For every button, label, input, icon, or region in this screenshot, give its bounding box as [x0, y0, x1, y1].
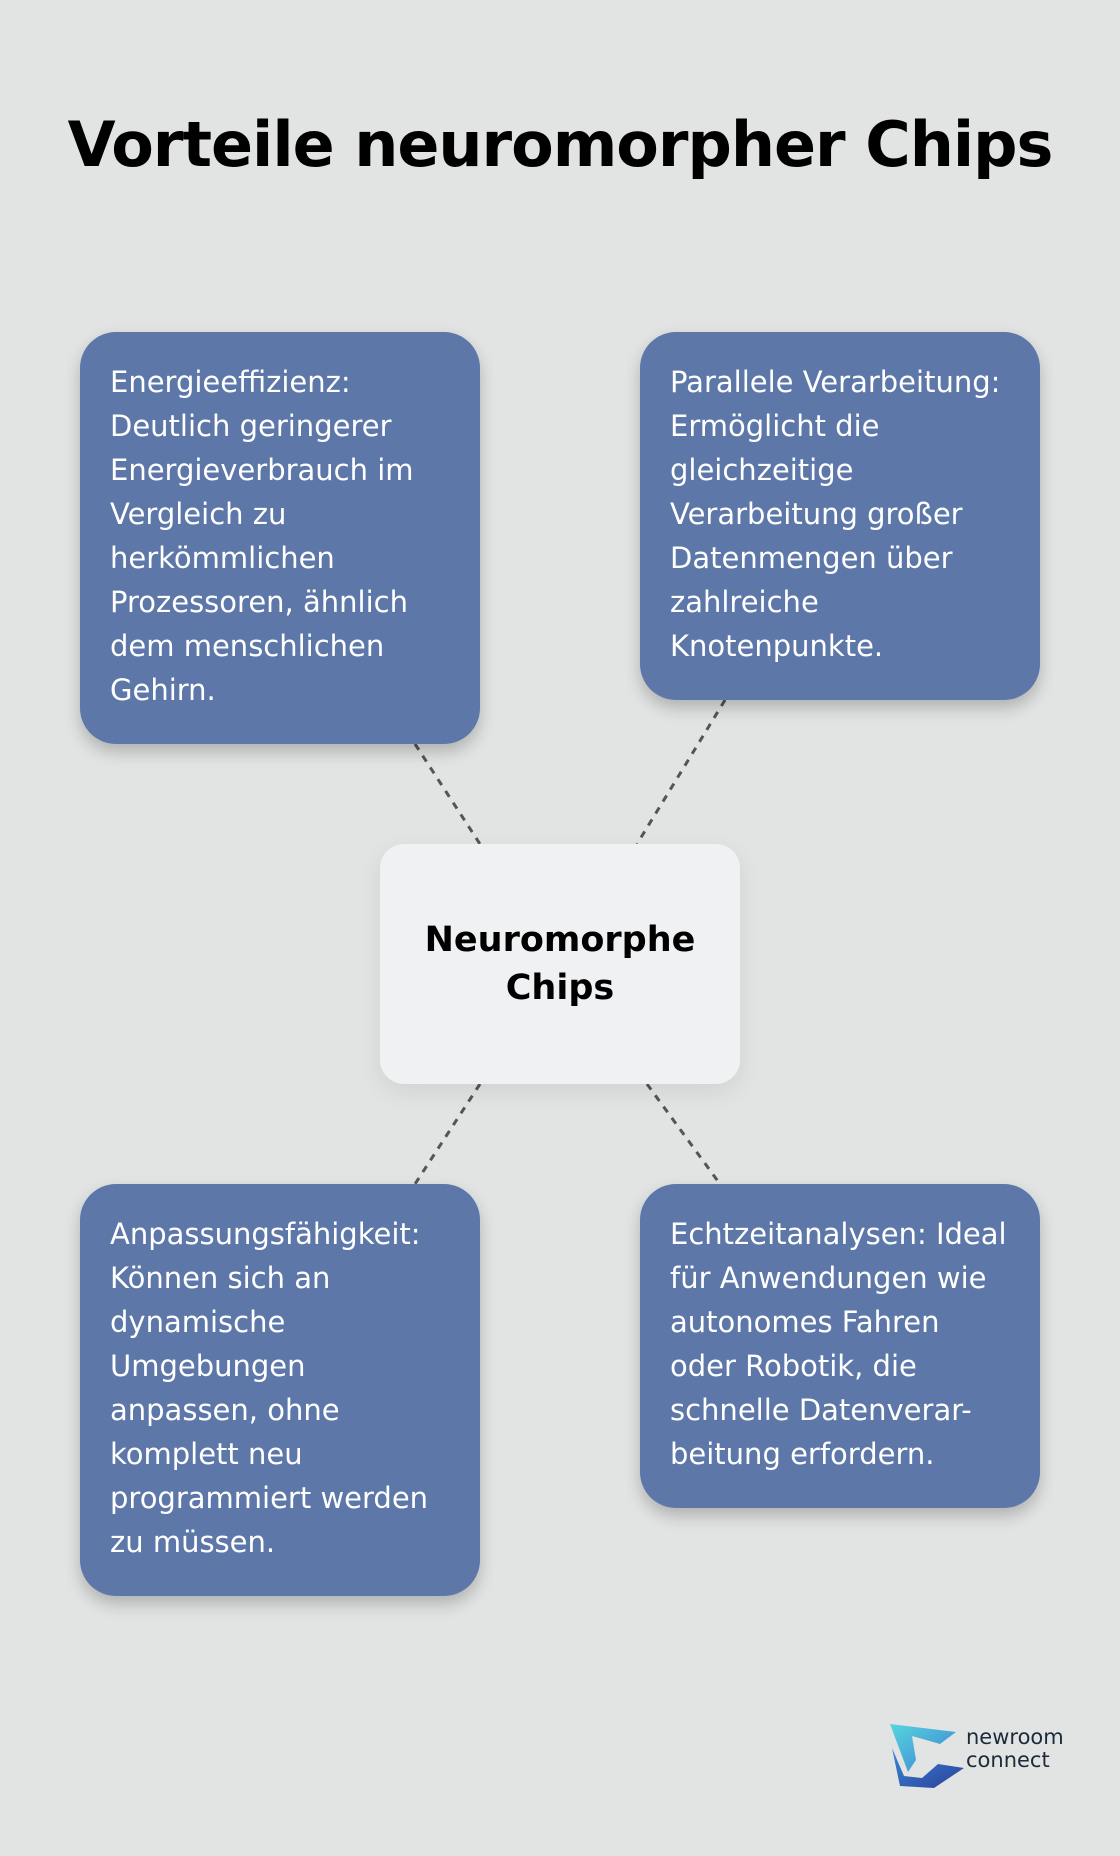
card-parallel-processing-text: Parallele Verarbeitung: Ermöglicht die gleichzeitige Verarbeitung großer Datenmengen über zahlreiche Knotenpunkte.	[670, 365, 1001, 663]
connector-bottom-right	[647, 1084, 720, 1184]
newroom-connect-logo	[886, 1720, 1086, 1792]
newroom-connect-logo-icon	[886, 1720, 966, 1792]
card-adaptability-text: Anpassungsfähigkeit: Können sich an dynamische Umgebungen anpassen, ohne komplett neu programmiert werden zu müssen.	[110, 1217, 429, 1559]
logo-wordmark-line1: newroom	[966, 1725, 1064, 1749]
card-realtime-analysis-text: Echtzeitanalysen: Ideal für Anwendungen wie autonomes Fahren oder Robotik, die schnelle Datenverar-beitung erfordern.	[670, 1217, 1007, 1471]
center-node-label: Neuromorphe Chips	[424, 920, 696, 1008]
logo-wordmark-line2: connect	[966, 1748, 1050, 1772]
page-title: Vorteile neuromorpher Chips	[67, 108, 1053, 181]
card-parallel-processing	[640, 332, 1040, 700]
center-node	[380, 844, 740, 1084]
connector-top-left	[415, 744, 480, 844]
card-energy-efficiency	[80, 332, 480, 744]
connector-top-right	[637, 700, 725, 844]
card-realtime-analysis	[640, 1184, 1040, 1508]
connector-bottom-left	[415, 1084, 480, 1184]
logo-wordmark	[966, 1726, 1064, 1772]
card-adaptability	[80, 1184, 480, 1596]
card-energy-efficiency-text: Energieeffizienz: Deutlich geringerer Energieverbrauch im Vergleich zu herkömmlichen Prozessoren, ähnlich dem menschlichen Gehirn.	[110, 365, 414, 707]
